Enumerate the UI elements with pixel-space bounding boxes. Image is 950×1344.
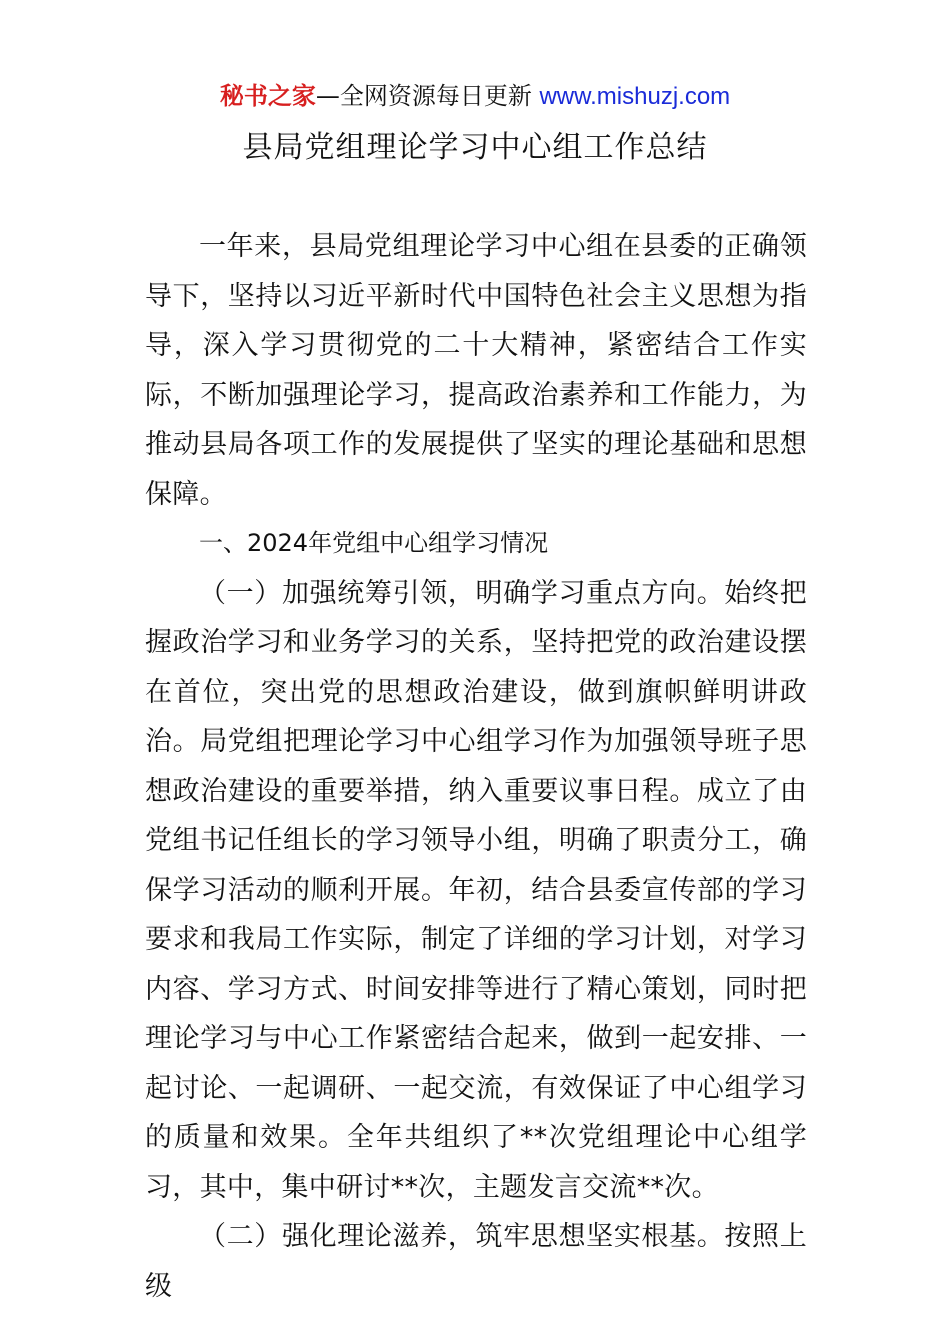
- body-paragraph: （一）加强统筹引领，明确学习重点方向。始终把握政治学习和业务学习的关系，坚持把党的政治建设摆在首位，突出党的思想政治建设，做到旗帜鲜明讲政治。局党组把理论学习中心组学习作为加强领导班子思想政治建设的重要举措，纳入重要议事日程。成立了由党组书记任组长的学习领导小组，明确了职责分工，确保学习活动的顺利开展。年初，结合县委宣传部的学习要求和我局工作实际，制定了详细的学习计划，对学习内容、学习方式、时间安排等进行了精心策划，同时把理论学习与中心工作紧密结合起来，做到一起安排、一起讨论、一起调研、一起交流，有效保证了中心组学习的质量和效果。全年共组织了**次党组理论中心组学习，其中，集中研讨**次，主题发言交流**次。: [145, 577, 807, 1203]
- intro-paragraph: 一年来，县局党组理论学习中心组在县委的正确领导下，坚持以习近平新时代中国特色社会主义思想为指导，深入学习贯彻党的二十大精神，紧密结合工作实际，不断加强理论学习，提高政治素养和工作能力，为推动县局各项工作的发展提供了坚实的理论基础和思想保障。: [145, 231, 807, 510]
- document-title: 县局党组理论学习中心组工作总结: [242, 130, 708, 165]
- brand-name: 秘书之家: [219, 82, 316, 110]
- body-paragraph: （二）强化理论滋养，筑牢思想坚实根基。按照上级: [145, 1221, 807, 1302]
- site-url-link[interactable]: www.mishuzj.com: [539, 83, 731, 110]
- document-body: [145, 222, 807, 1311]
- site-banner: [0, 80, 950, 113]
- section-heading: 一、2024年党组中心组学习情况: [199, 529, 549, 557]
- banner-slogan: —全网资源每日更新: [315, 82, 532, 110]
